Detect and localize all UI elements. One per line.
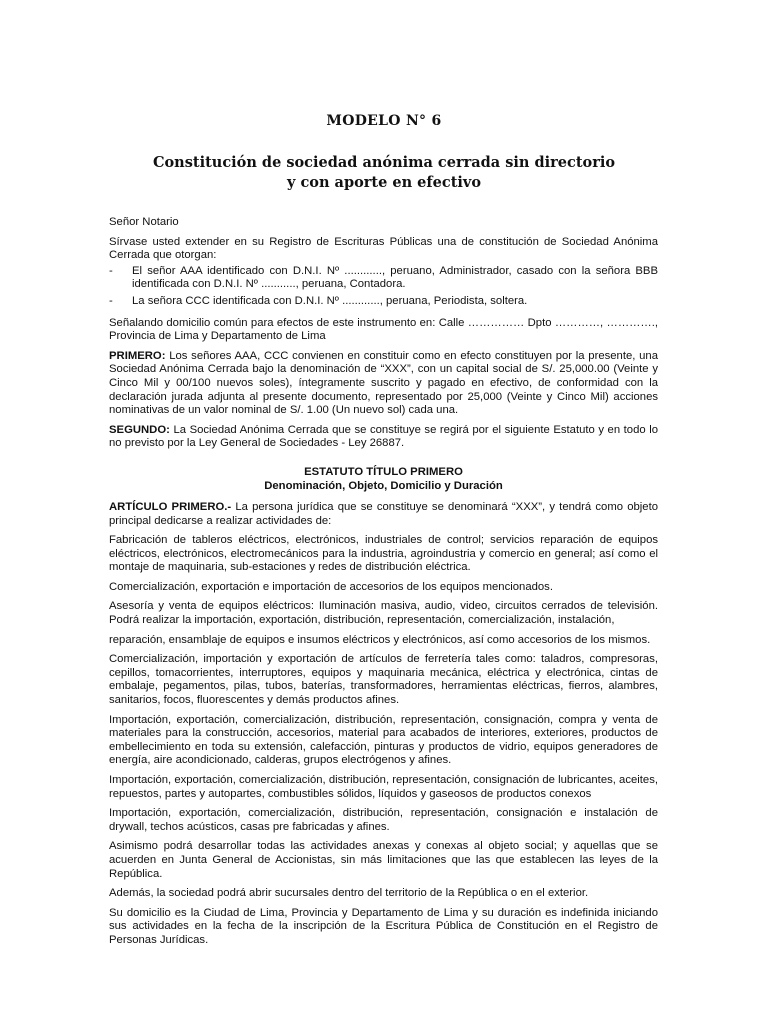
- request-paragraph: Sírvase usted extender en su Registro de Escrituras Públicas una de constitución de Sociedad Anónima Cerrada que otorgan:: [109, 235, 658, 262]
- articulo-primero-label: ARTÍCULO PRIMERO.-: [109, 500, 232, 513]
- model-number-title: MODELO N° 6: [326, 113, 442, 129]
- object-paragraph: Fabricación de tableros eléctricos, electrónicos, industriales de control; servicios reparación de equipos eléctricos, electrónicos, electromecánicos para la industria, agroindustria y comercio en general; así como el montaje de maquinaria, sub-estaciones y redes de distribución eléctrica.: [109, 534, 658, 574]
- object-paragraph: Importación, exportación, comercialización, distribución, representación, consignación e instalación de drywall, techos acústicos, casas pre fabricadas y afines.: [109, 807, 658, 833]
- bullet-dash: -: [109, 264, 113, 277]
- object-paragraph: Comercialización, exportación e importación de accesorios de los equipos mencionados.: [109, 580, 553, 593]
- primero-clause: [109, 350, 658, 418]
- document-title-line-2: y con aporte en efectivo: [286, 174, 481, 191]
- articulo-primero: [109, 501, 658, 528]
- document-body: [109, 216, 658, 954]
- object-paragraph: Importación, exportación, comercialización, distribución, representación, consignación de lubricantes, aceites, repuestos, partes y autopartes, combustibles sólidos, líquidos y gaseosos de productos conexos: [109, 774, 658, 800]
- document-title: [0, 153, 768, 193]
- bullet-dash: -: [109, 294, 113, 307]
- articulo-primero-text: La persona jurídica que se constituye se denominará “XXX”, y tendrá como objeto principal dedicarse a realizar actividades de:: [109, 500, 658, 527]
- list-item: [109, 265, 658, 292]
- estatuto-heading-line-1: ESTATUTO TÍTULO PRIMERO: [304, 465, 463, 478]
- bullet-text: El señor AAA identificado con D.N.I. Nº ............, peruano, Administrador, casado con la señora BBB identificada con D.N.I. Nº ..........., peruana, Contadora.: [132, 264, 658, 291]
- bullet-text: La señora CCC identificada con D.N.I. Nº ............, peruana, Periodista, soltera.: [132, 294, 528, 307]
- salutation: Señor Notario: [109, 216, 179, 228]
- estatuto-heading: [109, 465, 658, 493]
- segundo-clause: [109, 424, 658, 451]
- segundo-text: La Sociedad Anónima Cerrada que se constituye se regirá por el siguiente Estatuto y en todo lo no previsto por la Ley General de Sociedades - Ley 26887.: [109, 423, 658, 450]
- object-paragraph: Además, la sociedad podrá abrir sucursales dentro del territorio de la República o en el exterior.: [109, 887, 589, 900]
- primero-text: Los señores AAA, CCC convienen en constituir como en efecto constituyen por la presente, una Sociedad Anónima Cerrada bajo la denominación de “XXX”, con un capital social de S/. 25,000.00 (Veinte y Cinco Mil y 00/100 nuevos soles), íntegramente suscrito y pagado en efectivo, de conformidad con la declaración jurada adjunta al presente documento, representado por 25,000 (Veinte y Cinco Mil) acciones nominativas de un valor nominal de S/. 1.00 (Un nuevo sol) cada una.: [109, 349, 658, 417]
- object-paragraph: reparación, ensamblaje de equipos e insumos eléctricos y electrónicos, así como accesorios de los mismos.: [109, 633, 651, 646]
- primero-label: PRIMERO:: [109, 349, 166, 362]
- object-paragraph: Importación, exportación, comercialización, distribución, representación, consignación, compra y venta de materiales para la construcción, accesorios, material para acabados de interiores, exteriores, productos de embellecimiento en toda su extensión, calefacción, pinturas y productos de vidrio, equipos generadores de energía, aire acondicionado, calderas, grupos electrógenos y afines.: [109, 713, 658, 767]
- list-item: [109, 295, 658, 309]
- segundo-label: SEGUNDO:: [109, 423, 170, 436]
- estatuto-heading-line-2: Denominación, Objeto, Domicilio y Duración: [264, 479, 503, 492]
- object-paragraph: Asesoría y venta de equipos eléctricos: Iluminación masiva, audio, video, circuitos cerrados de televisión. Podrá realizar la importación, exportación, distribución, representación, comercialización, instalación,: [109, 600, 658, 627]
- domicilio-duracion-paragraph: Su domicilio es la Ciudad de Lima, Provincia y Departamento de Lima y su duración es indefinida iniciando sus actividades en la fecha de la inscripción de la Escritura Pública de Constitución en el Registro de Personas Jurídicas.: [109, 906, 658, 946]
- object-paragraph: Comercialización, importación y exportación de artículos de ferretería tales como: taladros, compresoras, cepillos, tomacorrientes, interruptores, equipos y maquinaria mecánica, eléctrica y electrónica, cintas de embalaje, pegamentos, pilas, tubos, baterías, transformadores, herramientas eléctricas, fierros, alambres, sanitarios, focos, fluorescentes y demás productos afines.: [109, 653, 658, 707]
- object-paragraph: Asimismo podrá desarrollar todas las actividades anexas y conexas al objeto social; y aquellas que se acuerden en Junta General de Accionistas, sin más limitaciones que las que establecen las leyes de la República.: [109, 840, 658, 880]
- document-title-line-1: Constitución de sociedad anónima cerrada sin directorio: [152, 154, 616, 171]
- domicile-paragraph: Señalando domicilio común para efectos de este instrumento en: Calle …………… Dpto …………, …………., Provincia de Lima y Departamento de Lima: [109, 316, 658, 343]
